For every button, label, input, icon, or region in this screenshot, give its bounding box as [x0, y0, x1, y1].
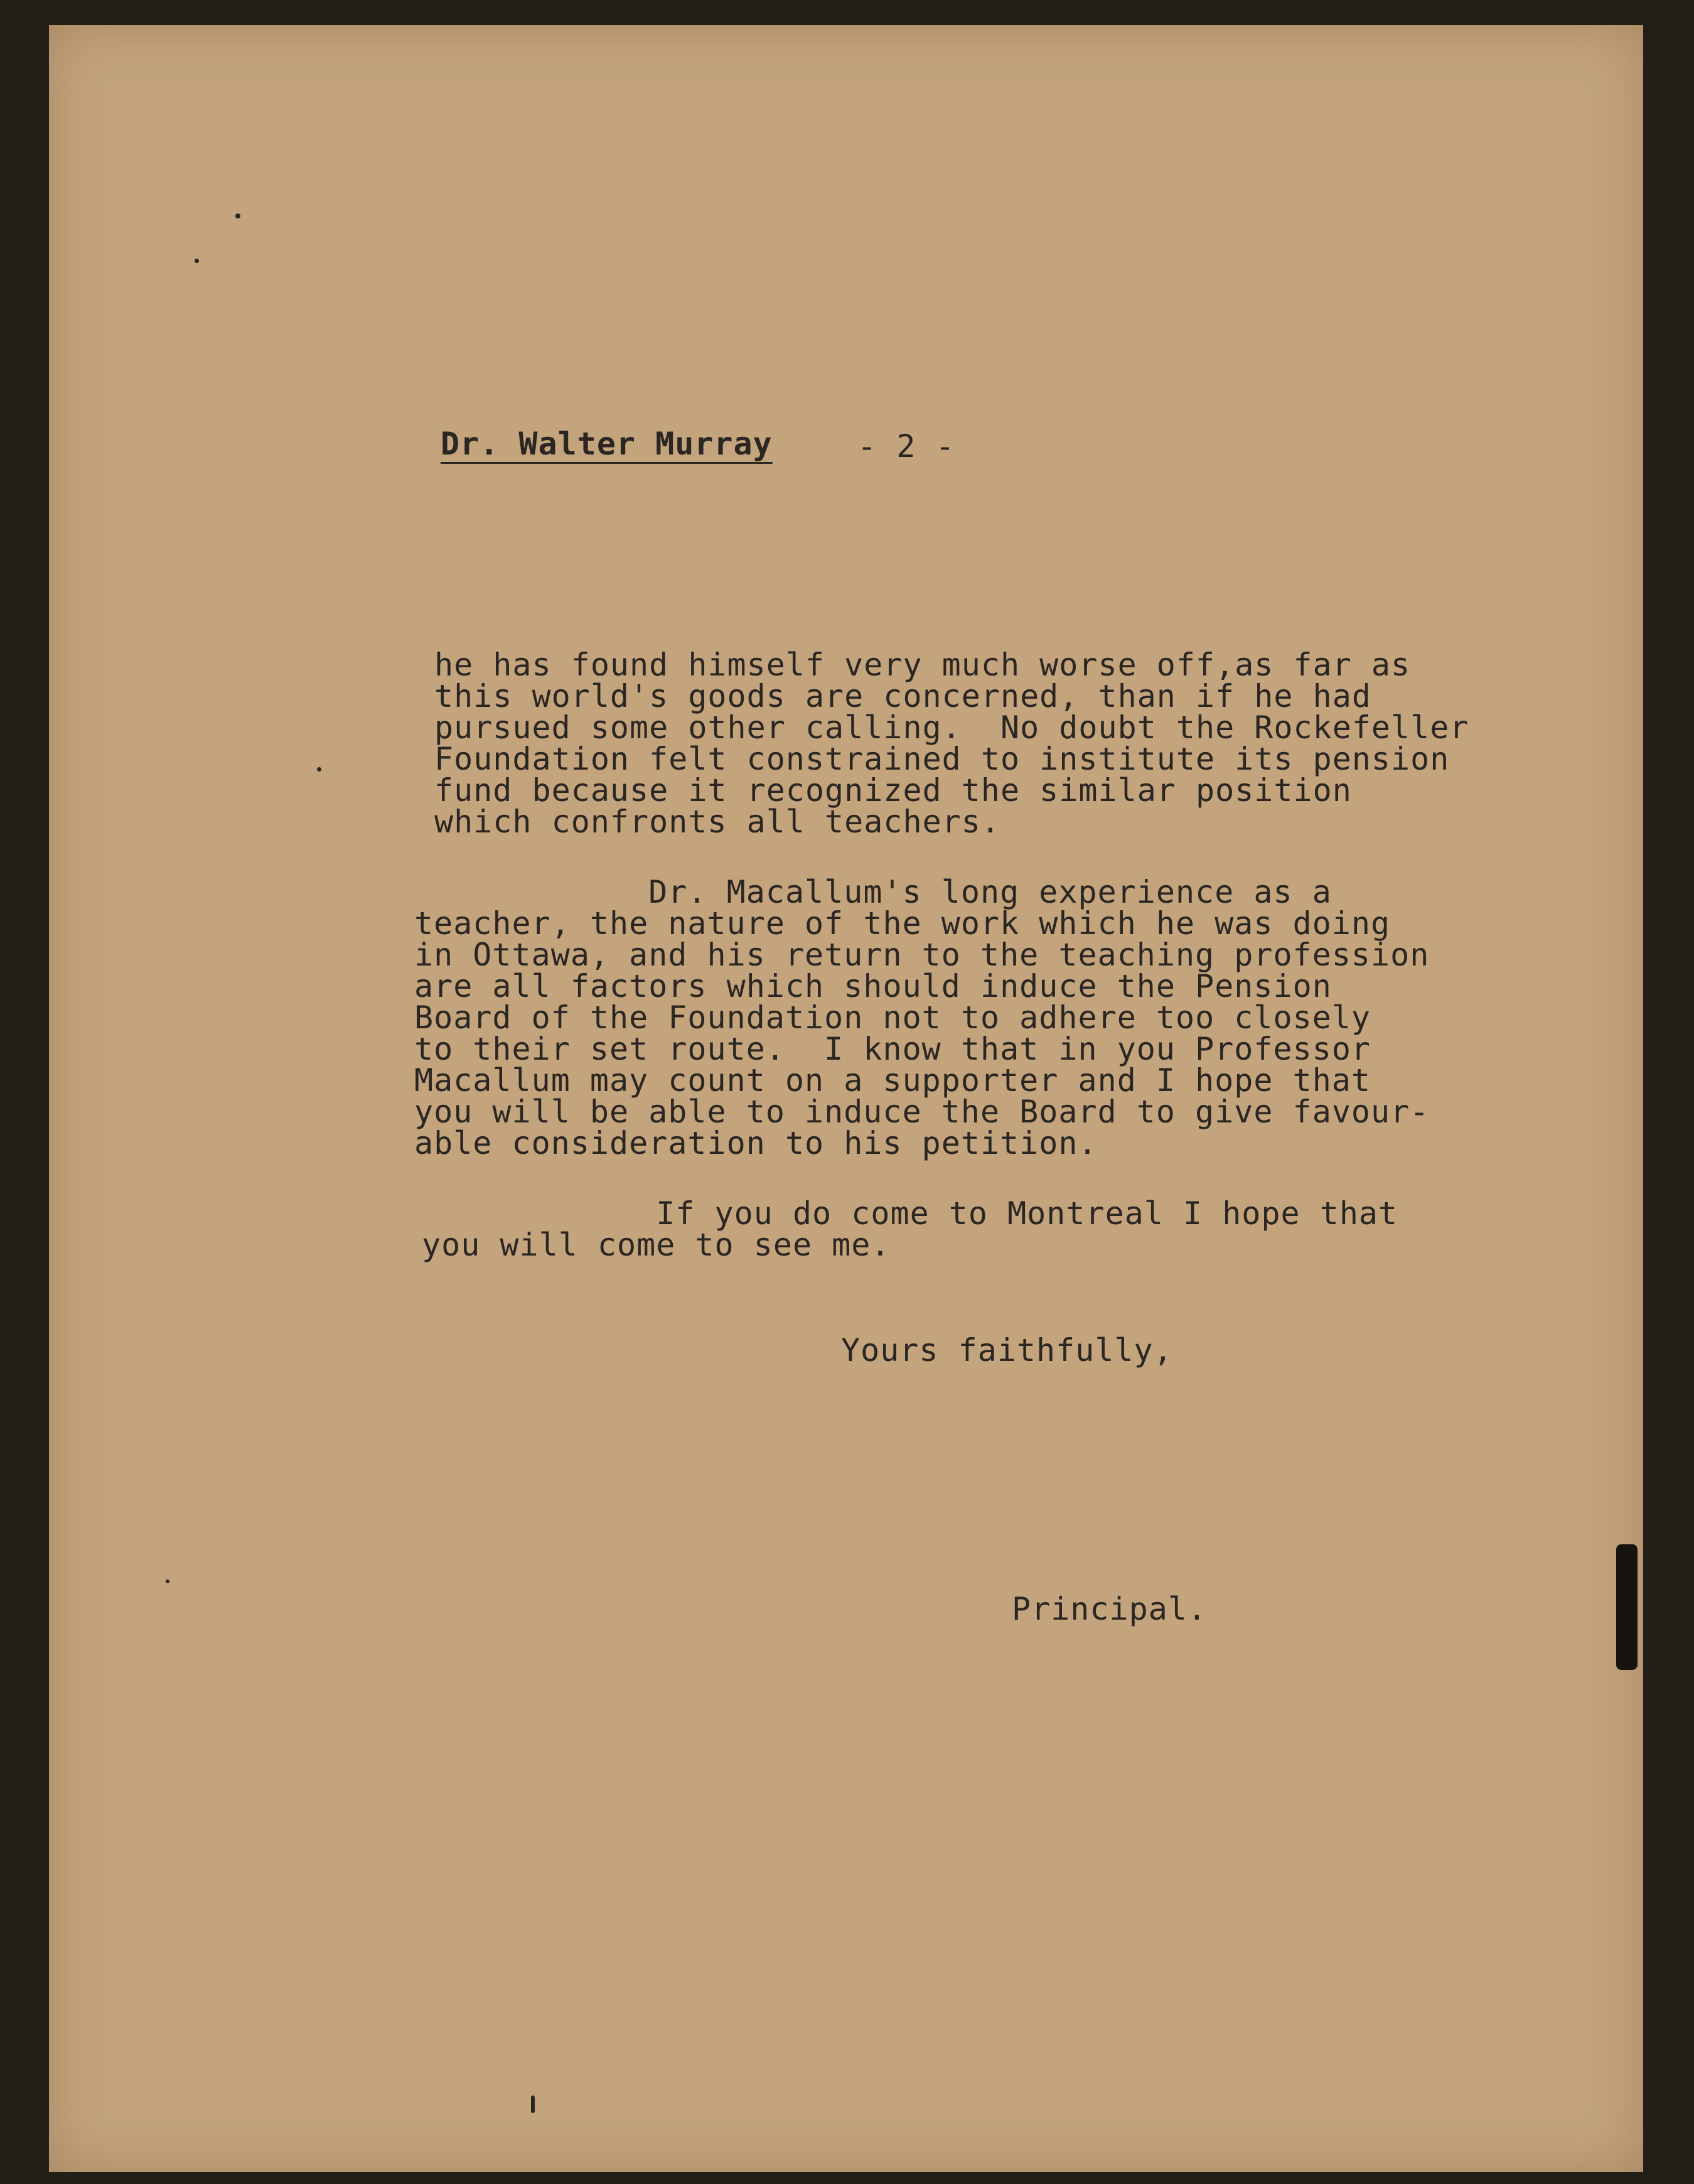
paper-speck	[235, 213, 240, 218]
page-edge-tab	[1616, 1544, 1638, 1670]
paper-speck	[531, 2095, 535, 2113]
paper-speck	[166, 1579, 169, 1583]
body-paragraph: If you do come to Montreal I hope that you will come to see me.	[422, 1195, 1398, 1263]
body-paragraph: Dr. Macallum's long experience as a teacher, the nature of the work which he was doing in Ottawa, and his return to the teaching profession are all factors which should induce the Pension Board of the Foundation not to adhere too closely to their set route. I know that in you Professor Macallum may count on a supporter and I hope that you will be able to induce the Board to give favour- able consideration to his petition.	[414, 874, 1430, 1161]
signature-title: Principal.	[1012, 1591, 1208, 1627]
complimentary-close: Yours faithfully,	[841, 1332, 1173, 1369]
page-number: - 2 -	[857, 428, 955, 465]
body-paragraph: he has found himself very much worse off,as far as this world's goods are concerned, than if he had pursued some other calling. No doubt the Rockefeller Foundation felt constrained to institute its pension fund because it recognized the similar position which confronts all teachers.	[434, 647, 1469, 840]
paper-speck	[317, 767, 321, 772]
paper-speck	[195, 259, 199, 263]
letter-recipient-header: Dr. Walter Murray	[441, 426, 773, 462]
